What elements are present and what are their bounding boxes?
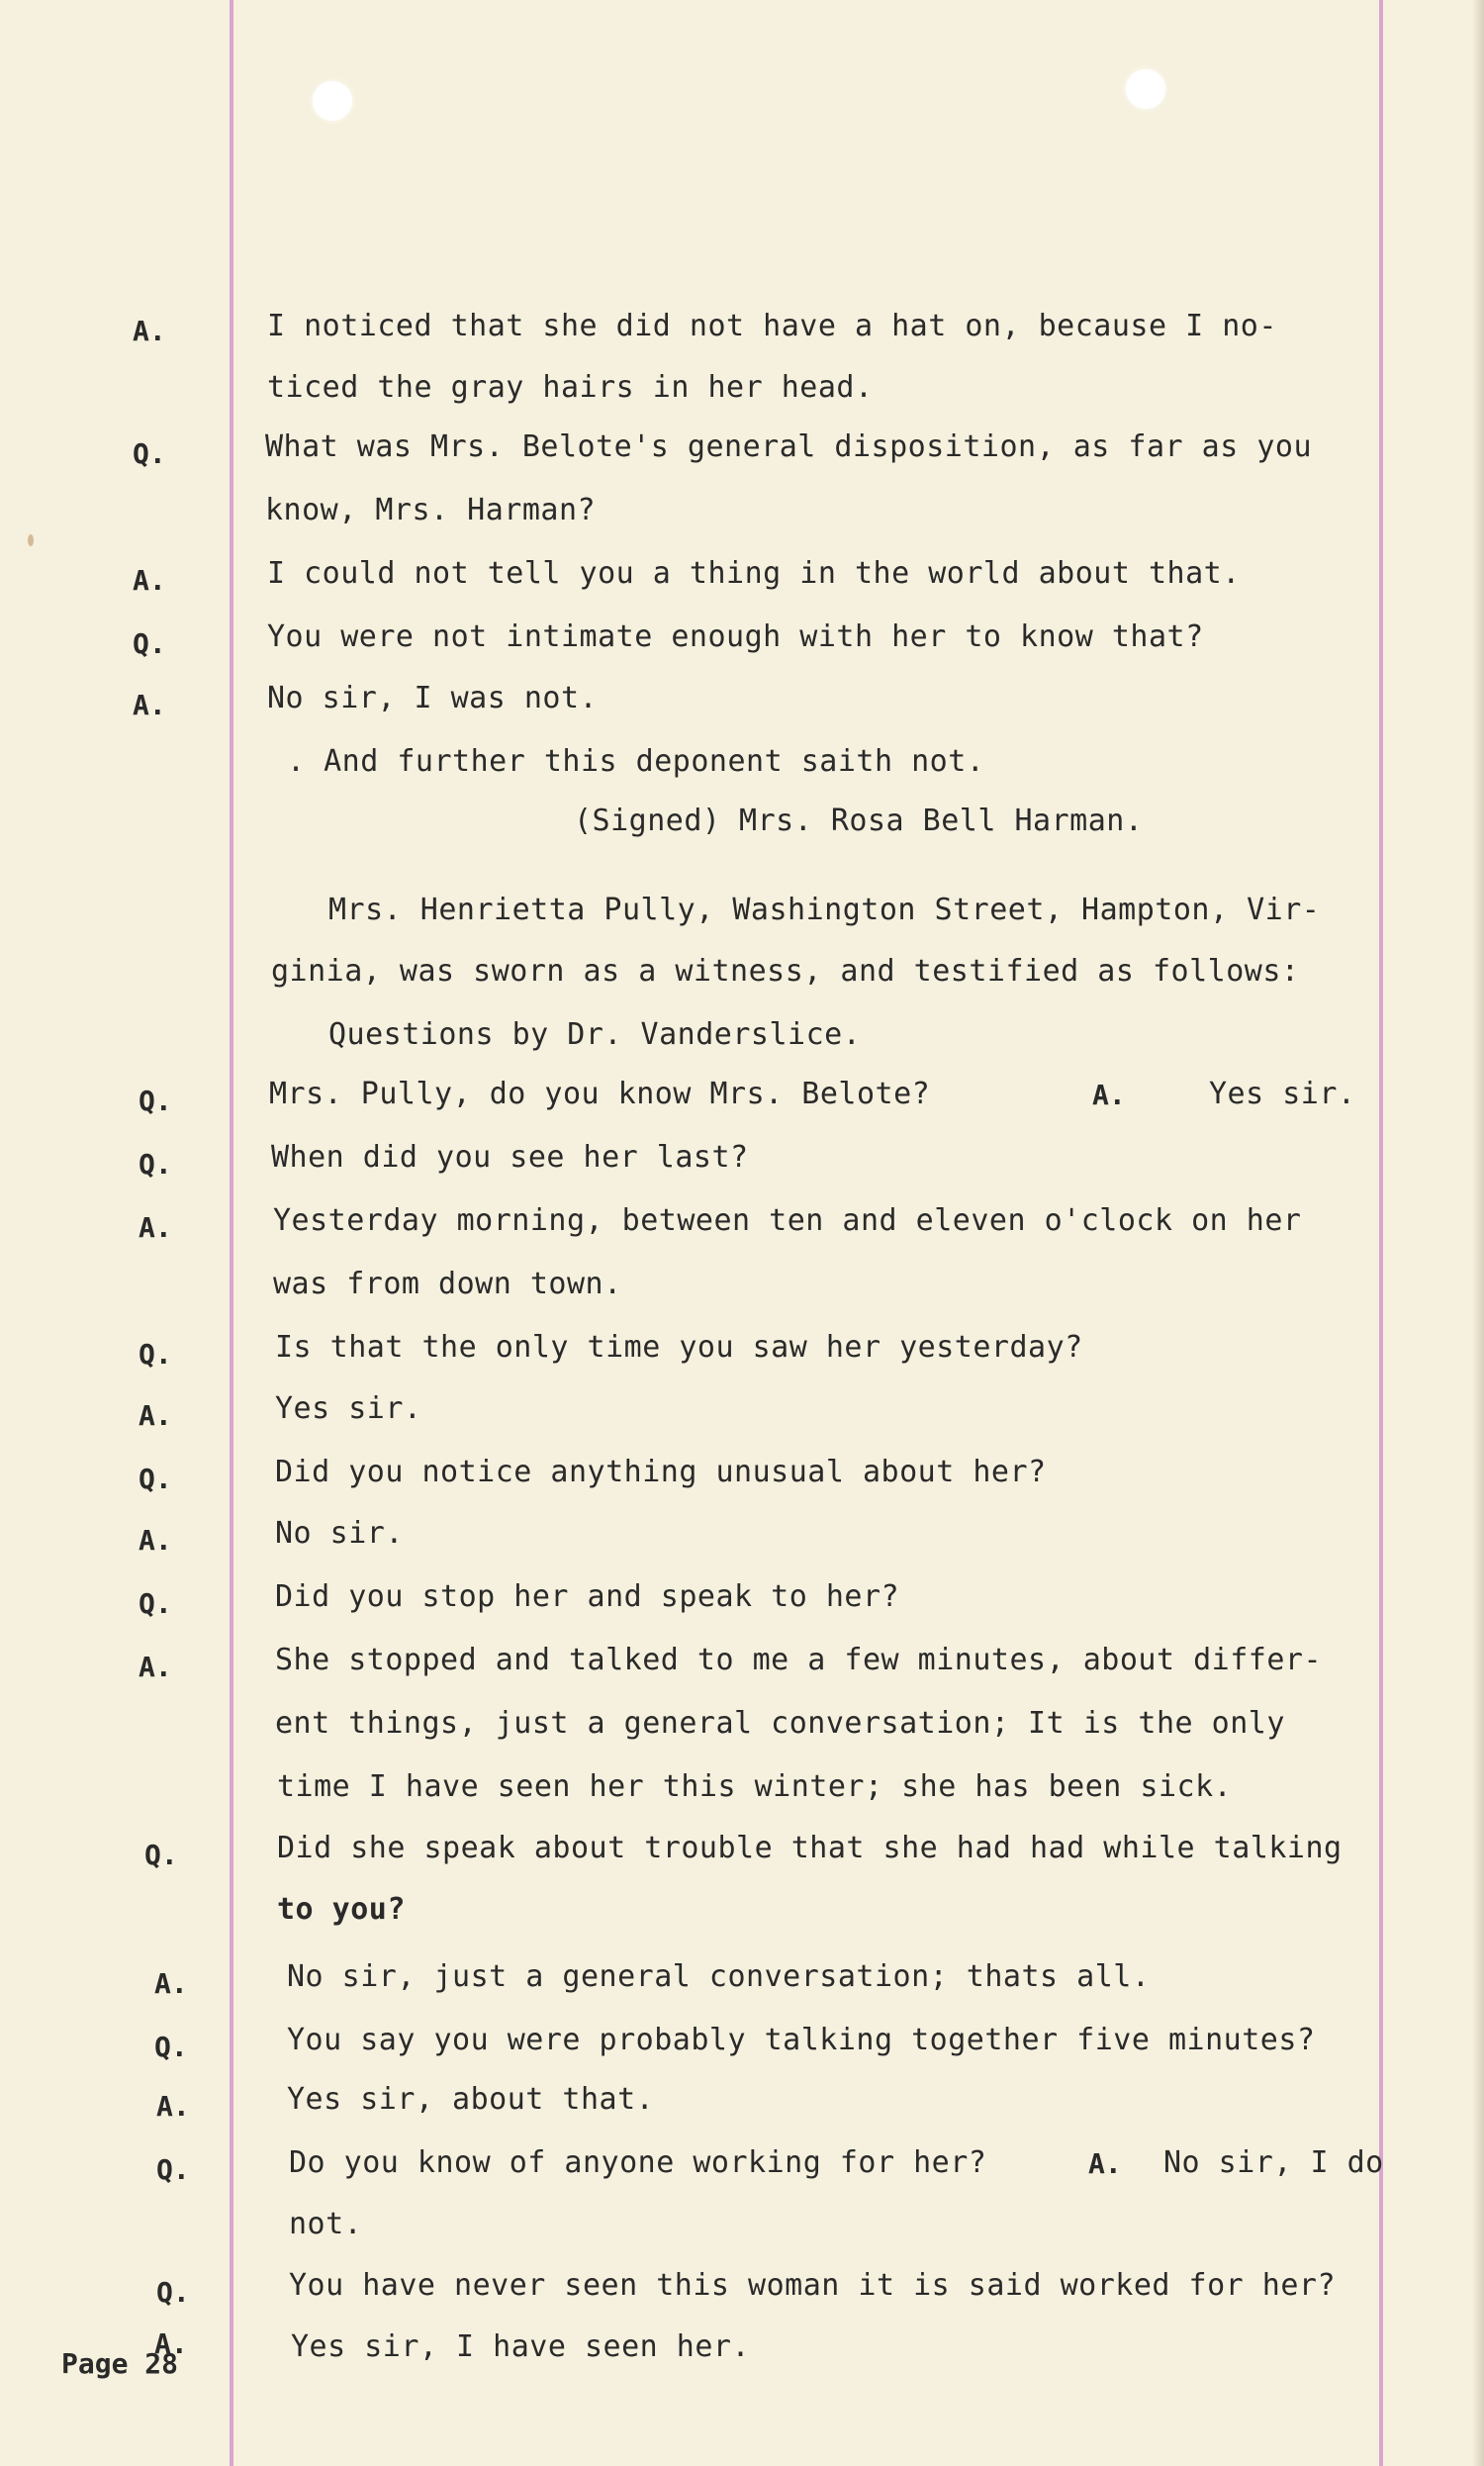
testimony-line: Yes sir, about that. xyxy=(287,2082,655,2117)
testimony-line xyxy=(277,1892,406,1927)
testimony-line: Yes sir, I have seen her. xyxy=(291,2329,751,2364)
speaker-label: Q. xyxy=(156,2276,190,2309)
testimony-line: No sir, I do xyxy=(1163,2145,1384,2180)
speaker-label: A. xyxy=(139,1651,172,1683)
signature-line: (Signed) Mrs. Rosa Bell Harman. xyxy=(574,804,1144,838)
testimony-line: Yes sir. xyxy=(275,1391,422,1426)
right-margin-rule xyxy=(1379,0,1383,2466)
speaker-label: Q. xyxy=(154,2031,188,2063)
testimony-line: Do you know of anyone working for her? xyxy=(289,2145,987,2180)
testimony-line: You have never seen this woman it is said worked for her? xyxy=(289,2268,1337,2303)
speaker-label: Q. xyxy=(133,437,166,470)
testimony-line: time I have seen her this winter; she has been sick. xyxy=(277,1769,1233,1804)
page-number: Page 28 xyxy=(61,2347,179,2380)
speaker-label: Q. xyxy=(144,1839,178,1871)
testimony-line: She stopped and talked to me a few minutes, about differ- xyxy=(275,1643,1323,1677)
closing-statement: . And further this deponent saith not. xyxy=(287,744,985,779)
testimony-line: What was Mrs. Belote's general disposition, as far as you xyxy=(265,429,1313,464)
speaker-label: A. xyxy=(154,1967,188,2000)
overtyped-text: to you? xyxy=(277,1892,406,1927)
testimony-line: not. xyxy=(289,2207,363,2241)
speaker-label: A. xyxy=(139,1524,172,1557)
speaker-label: Q. xyxy=(133,627,166,660)
speaker-label: Q. xyxy=(139,1587,172,1620)
speaker-label: A. xyxy=(133,564,166,597)
speaker-label: A. xyxy=(1088,2147,1122,2180)
speaker-label: Q. xyxy=(139,1085,172,1117)
punch-hole xyxy=(1126,69,1165,109)
testimony-line: You say you were probably talking together five minutes? xyxy=(287,2023,1316,2057)
testimony-line: Yesterday morning, between ten and eleven o'clock on her xyxy=(273,1203,1302,1238)
speaker-label: A. xyxy=(1092,1079,1126,1111)
testimony-line: I could not tell you a thing in the world about that. xyxy=(267,556,1241,591)
speaker-label: A. xyxy=(154,2327,188,2360)
testimony-line: was from down town. xyxy=(273,1267,622,1301)
testimony-line: Is that the only time you saw her yesterday? xyxy=(275,1330,1083,1365)
testimony-line: No sir. xyxy=(275,1516,404,1551)
testimony-line: You were not intimate enough with her to know that? xyxy=(267,619,1204,654)
testimony-line: When did you see her last? xyxy=(271,1140,749,1175)
left-margin-rule xyxy=(230,0,233,2466)
speaker-label: A. xyxy=(133,689,166,721)
speaker-label: A. xyxy=(133,315,166,347)
speaker-label: Q. xyxy=(139,1463,172,1495)
testimony-line: No sir, just a general conversation; thats all. xyxy=(287,1959,1151,1994)
witness-intro-line: ginia, was sworn as a witness, and testified as follows: xyxy=(271,954,1300,989)
testimony-line: Did she speak about trouble that she had had while talking xyxy=(277,1831,1343,1865)
speaker-label: Q. xyxy=(156,2153,190,2186)
paper-stain xyxy=(28,534,34,546)
speaker-label: A. xyxy=(156,2090,190,2123)
speaker-label: A. xyxy=(139,1399,172,1432)
speaker-label: A. xyxy=(139,1211,172,1244)
testimony-line: Yes sir. xyxy=(1209,1077,1356,1111)
punch-hole xyxy=(313,81,352,121)
testimony-line: I noticed that she did not have a hat on, because I no- xyxy=(267,309,1277,343)
examiner-heading: Questions by Dr. Vanderslice. xyxy=(328,1017,862,1052)
testimony-line: No sir, I was not. xyxy=(267,681,599,715)
testimony-line: ticed the gray hairs in her head. xyxy=(267,370,874,405)
witness-intro-line: Mrs. Henrietta Pully, Washington Street, Hampton, Vir- xyxy=(328,893,1321,927)
testimony-line: Mrs. Pully, do you know Mrs. Belote? xyxy=(269,1077,931,1111)
testimony-line: Did you notice anything unusual about her? xyxy=(275,1455,1047,1489)
testimony-line: ent things, just a general conversation; It is the only xyxy=(275,1706,1285,1741)
speaker-label: Q. xyxy=(139,1148,172,1181)
page-edge-shadow xyxy=(1472,0,1484,2466)
testimony-line: know, Mrs. Harman? xyxy=(265,493,597,527)
testimony-line: Did you stop her and speak to her? xyxy=(275,1579,900,1614)
speaker-label: Q. xyxy=(139,1338,172,1371)
